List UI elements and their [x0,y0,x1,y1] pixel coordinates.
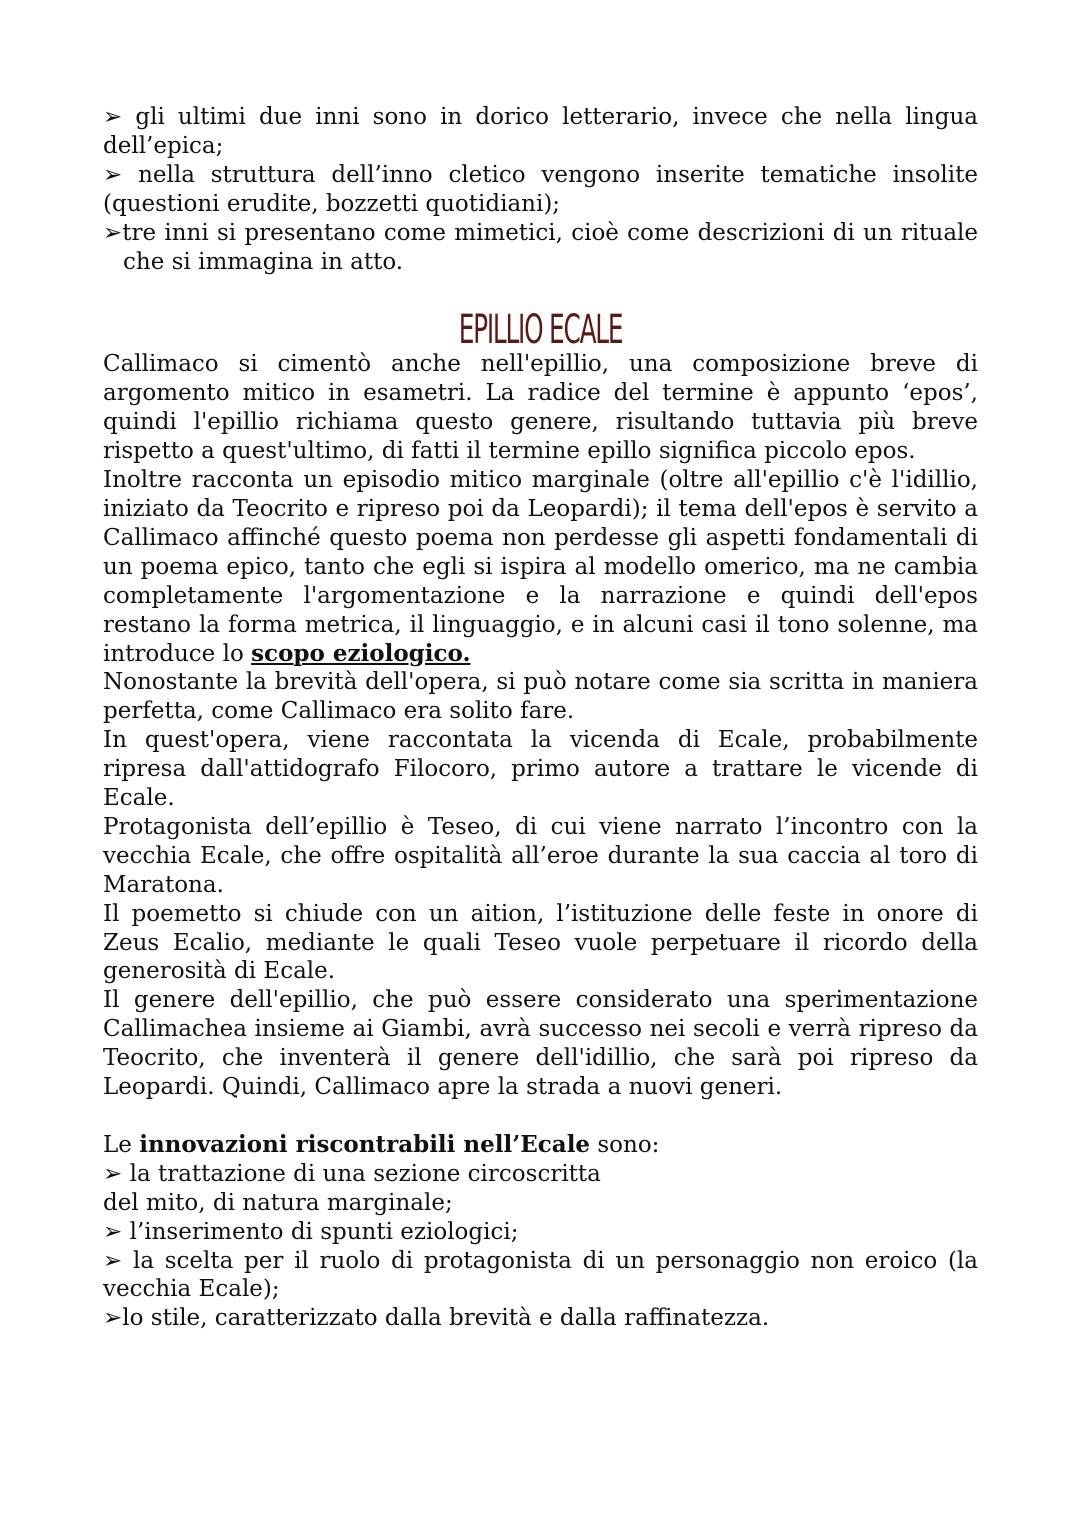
intro-list-item: ➢ nella struttura dell’inno cletico vengono inserite tematiche insolite (questioni erudite, bozzetti quotidiani); [103,161,978,217]
innovation-item: ➢ la trattazione di una sezione circoscritta [103,1160,601,1187]
lead-text: sono: [590,1131,660,1158]
paragraph: Nonostante la brevità dell'opera, si può notare come sia scritta in maniera perfetta, come Callimaco era solito fare. [103,669,978,725]
innovations-lead [103,1131,978,1160]
paragraph-text: Inoltre racconta un episodio mitico marginale (oltre all'epillio c'è l'idillio, iniziato da Teocrito e ripreso poi da Leopardi); il tema dell'epos è servito a Callimaco affinché questo poema non perdesse gli aspetti fondamentali di un poema epico, tanto che egli si ispira al modello omerico, ma ne cambia completamente l'argomentazione e la narrazione e quindi dell'epos restano la forma metrica, il linguaggio, e in alcuni casi il tono solenne, ma introduce lo [103,467,978,667]
spacer [103,1102,978,1131]
document-body [103,103,978,1333]
innovations-section [103,1131,978,1333]
paragraph [103,466,978,668]
lead-bold-text: innovazioni riscontrabili nell’Ecale [139,1130,591,1158]
paragraph: Callimaco si cimentò anche nell'epillio, una composizione breve di argomento mitico in esametri. La radice del termine è appunto ‘epos’, quindi l'epillio richiama questo genere, risultando tuttavia più breve rispetto a quest'ultimo, di fatti il termine epillo significa piccolo epos. [103,351,978,465]
intro-list [103,103,978,276]
paragraph: Il genere dell'epillio, che può essere considerato una sperimentazione Callimachea insieme ai Giambi, avrà successo nei secoli e verrà ripreso da Teocrito, che inventerà il genere dell'idillio, che sarà poi ripreso da Leopardi. Quindi, Callimaco apre la strada a nuovi generi. [103,987,978,1101]
paragraph: In quest'opera, viene raccontata la vicenda di Ecale, probabilmente ripresa dall'attidografo Filocoro, primo autore a trattare le vicende di Ecale. [103,727,978,812]
intro-list-item: ➢tre inni si presentano come mimetici, cioè come descrizioni di un rituale che si immagina in atto. [103,219,978,275]
paragraph: Protagonista dell’epillio è Teseo, di cui viene narrato l’incontro con la vecchia Ecale, che offre ospitalità all’eroe durante la sua caccia al toro di Maratona. [103,813,978,898]
innovation-item: ➢lo stile, caratterizzato dalla brevità e dalla raffinatezza. [103,1305,770,1332]
innovation-item: del mito, di natura marginale; [103,1189,453,1216]
innovation-item: ➢ l’inserimento di spunti eziologici; [103,1218,519,1245]
innovation-item: ➢ la scelta per il ruolo di protagonista di un personaggio non eroico (la vecchia Ecale); [103,1247,978,1303]
section-title: EPILLIO ECALE [458,307,623,354]
intro-list-item: ➢ gli ultimi due inni sono in dorico letterario, invece che nella lingua dell’epica; [103,104,978,159]
emphasis-text: scopo eziologico. [251,639,471,667]
epillio-section [103,350,978,1102]
lead-text: Le [103,1131,140,1158]
paragraph: Il poemetto si chiude con un aition, l’istituzione delle feste in onore di Zeus Ecalio, mediante le quali Teseo vuole perpetuare il ricordo della generosità di Ecale. [103,900,978,985]
